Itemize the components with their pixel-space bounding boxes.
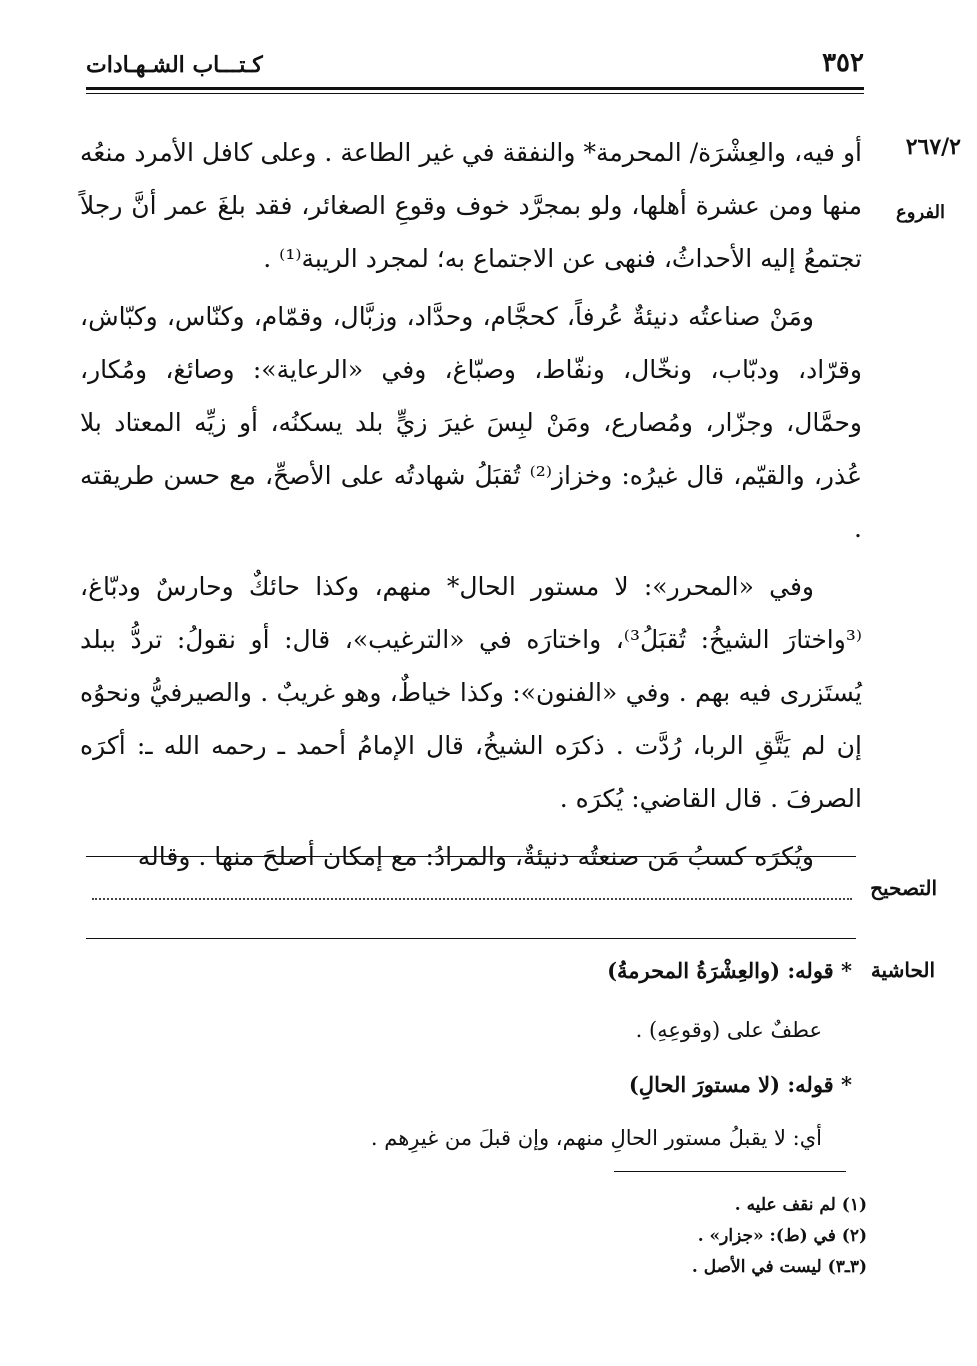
hashiya-quote: * قوله: (والعِشْرَةُ المحرمةُ) xyxy=(607,958,852,983)
hashiya-quote: * قوله: (لا مستورَ الحالِ) xyxy=(628,1072,852,1097)
footnote-rule xyxy=(614,1171,846,1172)
paragraph-1: أو فيه، والعِشْرَة/ المحرمة* والنفقة في غير الطاعة . وعلى كافل الأمرد منعُه منها ومن عشرة أهلها، ولو بمجرَّد خوف وقوعِ الصغائر، فقد بلغَ عمر أنَّ رجلاً تجتمعُ إليه الأحداثُ، فنهى عن الاجتماع به؛ لمجرد الريبة⁽¹⁾ . xyxy=(80,138,862,273)
hashiya-label: الحاشية xyxy=(870,958,935,982)
tashih-dotted-line xyxy=(92,898,852,900)
section-divider xyxy=(86,938,856,939)
margin-volume-page-reference: ٢٦٧/٢ xyxy=(905,134,961,160)
tashih-label: التصحيح xyxy=(870,876,937,900)
paragraph-2: ومَنْ صناعتُه دنيئةٌ عُرفاً، كحجَّام، وحدَّاد، وزبَّال، وقمّام، وكنّاس، وكبّاش، وقرّاد، ودبّاب، ونخّال، ونفّاط، وصبّاغ، وفي «الرعاية»: وصائغ، ومُكار، وحمَّال، وجزّار، ومُصارع، ومَنْ لبِسَ غيرَ زيٍّ بلد يسكنُه، أو زيِّه المعتاد بلا عُذر، والقيّم، قال غيرُه: وخزاز⁽²⁾ تُقبَلُ شهادتُه على الأصحِّ، مع حسن طريقته . xyxy=(80,302,862,543)
footnotes xyxy=(367,1190,867,1283)
section-divider xyxy=(86,856,856,857)
margin-source-label: الفروع xyxy=(896,202,945,223)
hashiya-comment: أي: لا يقبلُ مستور الحالِ منهم، وإن قبلَ من غيرِهم . xyxy=(370,1126,822,1150)
header-rule xyxy=(86,87,864,90)
header-page-number: ٣٥٢ xyxy=(822,48,864,78)
paragraph-4: ويُكرَه كسبُ مَن صنعتُه دنيئةٌ، والمرادُ: مع إمكان أصلحَ منها . وقاله xyxy=(137,842,814,871)
paragraph-3: وفي «المحرر»: لا مستور الحال* منهم، وكذا حائكٌ وحارسٌ ودبّاغ، ⁽³واختارَ الشيخُ: تُقبَلُ³⁾، واختارَه في «الترغيب»، قال: أو نقولُ: تردُّ ببلد يُستَزرى فيه بهم . وفي «الفنون»: وكذا خياطٌ، وهو غريبٌ . والصيرفيُّ ونحوُه إن لم يَتَّقِ الربا، رُدَّت . ذكرَه الشيخُ، قال الإمامُ أحمد ـ رحمه الله ـ: أكرَه الصرفَ . قال القاضي: يُكرَه . xyxy=(80,572,863,813)
footnote: (١) لم نقف عليه . xyxy=(734,1195,867,1215)
footnote: (٣ـ٣) ليست في الأصل . xyxy=(691,1257,867,1277)
header-rule-thin xyxy=(86,93,864,94)
page-header xyxy=(86,46,864,86)
footnote: (٢) في (ط): «جزار» . xyxy=(697,1226,867,1246)
main-text xyxy=(80,126,862,888)
header-book-title: كـتـــاب الشـهـادات xyxy=(86,52,263,78)
hashiya-comment: عطفٌ على (وقوعِهِ) . xyxy=(635,1018,822,1042)
